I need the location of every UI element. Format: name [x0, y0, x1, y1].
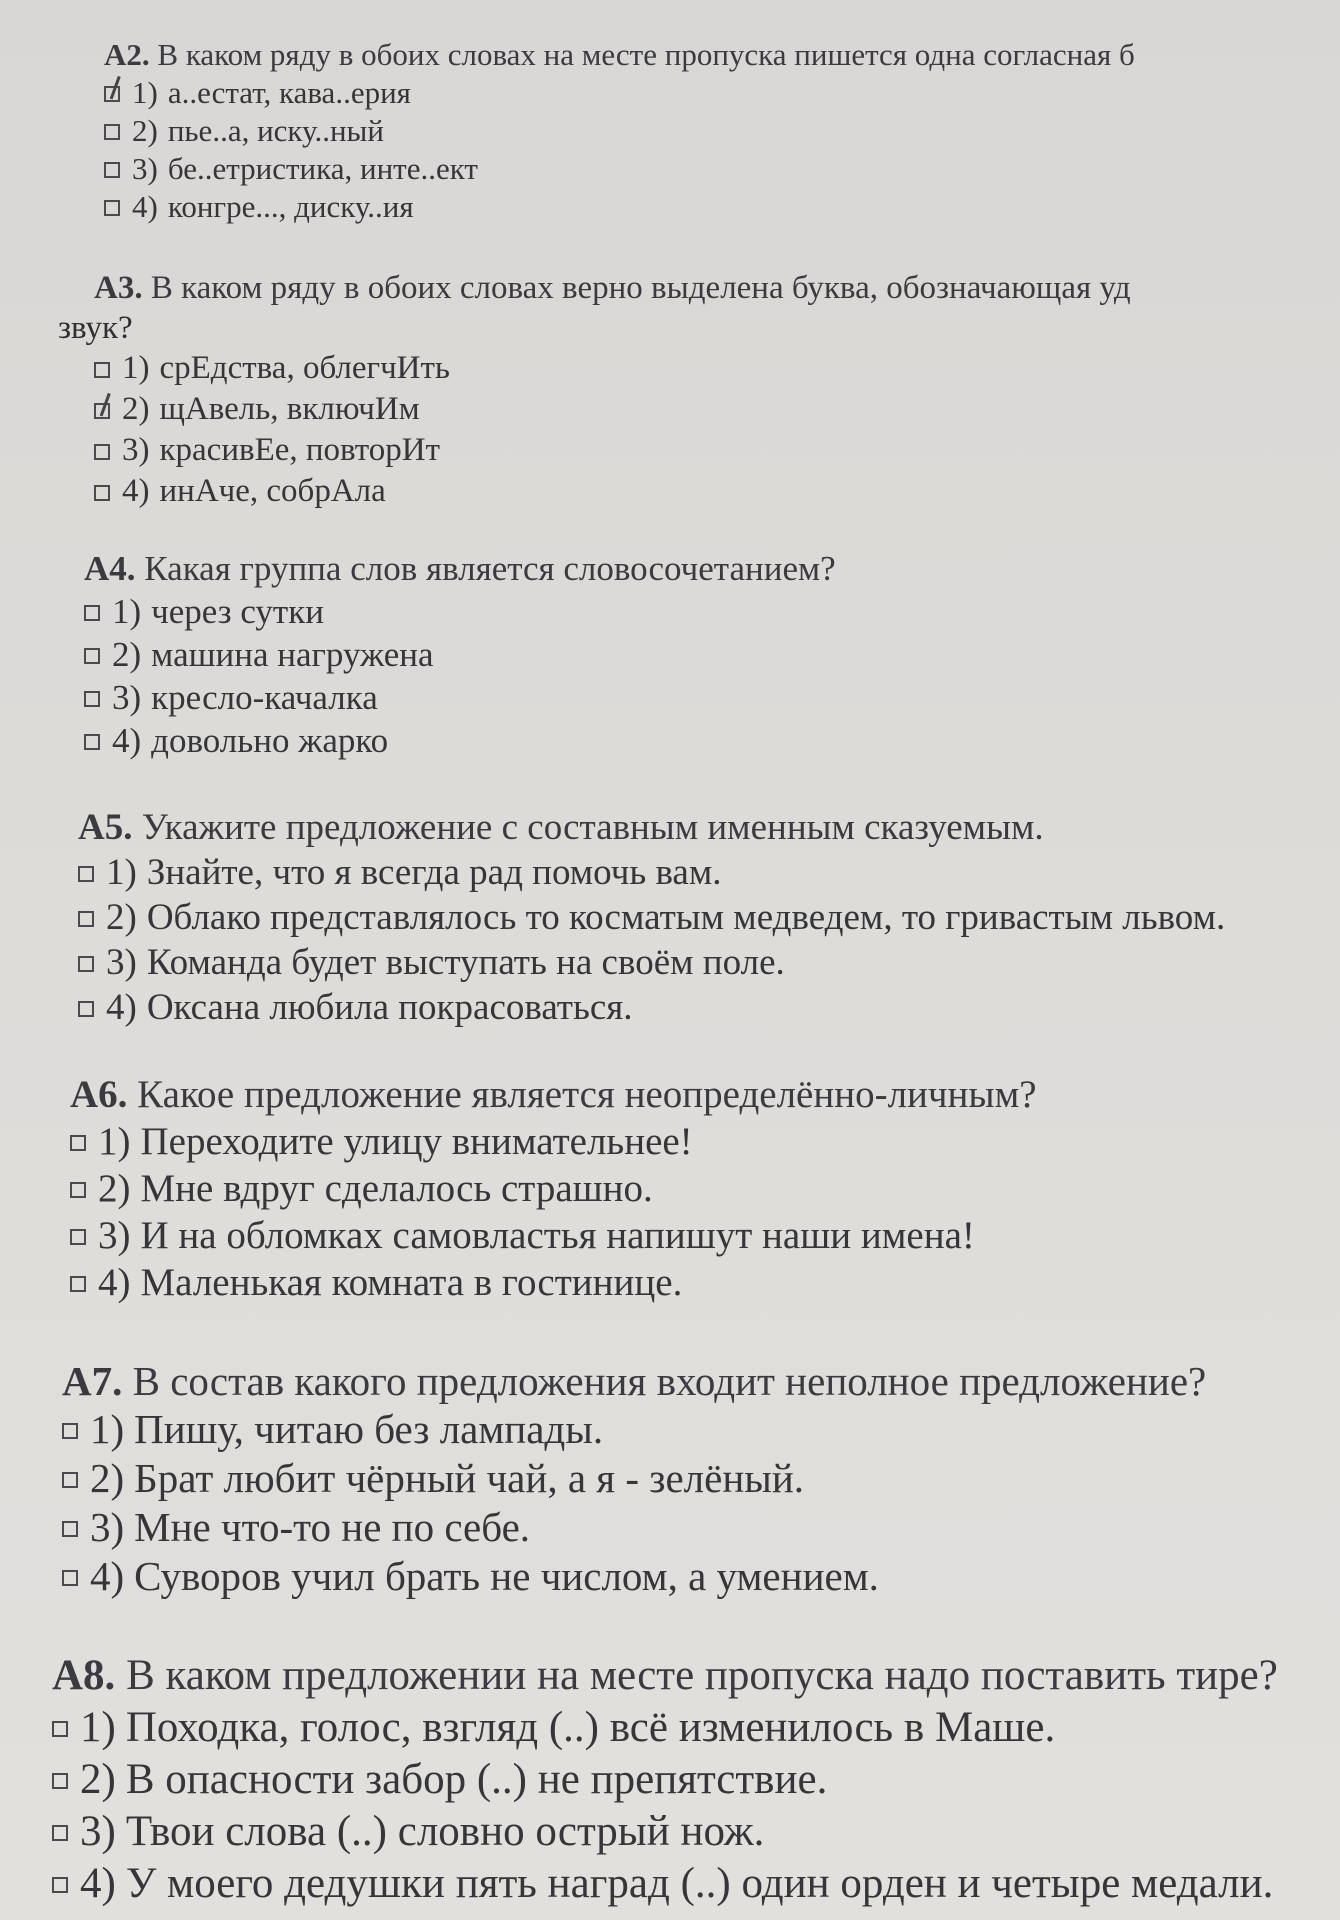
checkbox-icon[interactable] — [52, 1773, 68, 1789]
option-text: инАче, собрАла — [159, 473, 386, 509]
option-number: 2) — [80, 1756, 116, 1803]
options-list — [0, 590, 1340, 762]
options-list — [0, 1118, 1340, 1306]
option-number: 2) — [106, 897, 137, 938]
question-number: A2. — [104, 37, 150, 72]
checkbox-icon[interactable] — [78, 911, 94, 927]
checkbox-icon[interactable] — [104, 200, 120, 216]
option-text: конгре..., диску..ия — [167, 189, 414, 224]
checkbox-icon[interactable] — [78, 866, 94, 882]
checkbox-icon[interactable] — [94, 444, 110, 460]
option-3[interactable] — [0, 1806, 1340, 1858]
question-text: В каком ряду в обоих словах верно выделена буква, обозначающая уд — [150, 270, 1131, 306]
option-number: 4) — [132, 189, 158, 224]
option-text: срЕдства, облегчИть — [159, 350, 450, 386]
option-number: 4) — [112, 721, 142, 760]
option-text: Суворов учил брать не числом, а умением. — [134, 1553, 879, 1599]
options-list — [0, 1405, 1340, 1601]
option-1[interactable] — [0, 1405, 1340, 1454]
question-a8 — [0, 1650, 1340, 1910]
option-text: красивЕе, повторИт — [159, 432, 441, 468]
option-number: 4) — [122, 473, 150, 509]
question-text-continuation: звук? — [58, 310, 133, 346]
option-3[interactable] — [0, 1503, 1340, 1552]
option-text: бе..етристика, инте..ект — [167, 151, 478, 186]
question-text: В состав какого предложения входит неполное предложение? — [132, 1358, 1207, 1404]
option-number: 4) — [80, 1860, 116, 1907]
option-number: 4) — [106, 987, 137, 1028]
option-number: 2) — [122, 391, 150, 427]
option-number: 3) — [106, 942, 137, 983]
option-1[interactable] — [0, 74, 1340, 112]
option-number: 2) — [98, 1167, 131, 1210]
option-2[interactable] — [0, 389, 1340, 430]
option-text: машина нагружена — [151, 635, 434, 674]
checkbox-icon[interactable] — [94, 485, 110, 501]
option-3[interactable] — [0, 430, 1340, 471]
option-1[interactable] — [0, 1118, 1340, 1165]
options-list — [0, 74, 1340, 226]
checkbox-icon[interactable] — [84, 734, 100, 750]
option-number: 3) — [98, 1214, 131, 1257]
checked-checkbox-icon[interactable] — [104, 86, 120, 102]
option-2[interactable] — [0, 633, 1340, 676]
option-text: Брат любит чёрный чай, а я - зелёный. — [134, 1455, 805, 1501]
question-a5 — [0, 806, 1340, 1030]
checkbox-icon[interactable] — [52, 1825, 68, 1841]
checkbox-icon[interactable] — [70, 1276, 86, 1292]
option-number: 3) — [80, 1808, 116, 1855]
option-text: кресло-качалка — [151, 678, 378, 717]
checkbox-icon[interactable] — [70, 1182, 86, 1198]
question-text: В каком предложении на месте пропуска надо поставить тире? — [126, 1652, 1278, 1699]
option-4[interactable] — [0, 1259, 1340, 1306]
option-number: 3) — [112, 678, 142, 717]
checkbox-icon[interactable] — [84, 605, 100, 621]
option-text: Облако представлялось то косматым медведем, то гривастым львом. — [146, 897, 1226, 938]
option-text: Знайте, что я всегда рад помочь вам. — [146, 852, 722, 893]
option-number: 1) — [90, 1406, 125, 1452]
option-text: щАвель, включИм — [159, 391, 420, 427]
option-4[interactable] — [0, 471, 1340, 512]
option-text: Походка, голос, взгляд (..) всё изменилось в Маше. — [125, 1704, 1056, 1751]
option-number: 3) — [132, 151, 158, 186]
option-number: 1) — [80, 1704, 116, 1751]
question-text: Какая группа слов является словосочетанием? — [144, 549, 836, 588]
option-number: 2) — [132, 113, 158, 148]
option-number: 1) — [132, 75, 158, 110]
option-text: Мне вдруг сделалось страшно. — [140, 1167, 653, 1210]
option-text: Мне что-то не по себе. — [134, 1504, 531, 1550]
option-text: В опасности забор (..) не препятствие. — [125, 1756, 828, 1803]
question-a6 — [0, 1072, 1340, 1306]
checkbox-icon[interactable] — [70, 1229, 86, 1245]
checkbox-icon[interactable] — [104, 124, 120, 140]
option-number: 4) — [90, 1553, 125, 1599]
option-2[interactable] — [0, 1754, 1340, 1806]
option-2[interactable] — [0, 112, 1340, 150]
checkbox-icon[interactable] — [84, 648, 100, 664]
question-number: A6. — [70, 1073, 128, 1116]
question-a4 — [0, 548, 1340, 762]
option-1[interactable] — [0, 1702, 1340, 1754]
question-number: A5. — [78, 807, 133, 848]
option-4[interactable] — [0, 188, 1340, 226]
question-title — [0, 806, 1340, 850]
option-3[interactable] — [0, 1212, 1340, 1259]
option-text: пье..а, иску..ный — [167, 113, 384, 148]
option-4[interactable] — [0, 1552, 1340, 1601]
question-title — [0, 548, 1340, 590]
option-4[interactable] — [0, 1858, 1340, 1910]
option-4[interactable] — [0, 985, 1340, 1030]
option-2[interactable] — [0, 1454, 1340, 1503]
checkbox-icon[interactable] — [62, 1570, 78, 1586]
checkbox-icon[interactable] — [52, 1721, 68, 1737]
question-text: В каком ряду в обоих словах на месте пропуска пишется одна согласная б — [157, 37, 1135, 72]
question-a3 — [0, 268, 1340, 512]
option-text: а..естат, кава..ерия — [167, 75, 411, 110]
question-title — [0, 1650, 1340, 1702]
option-number: 3) — [90, 1504, 125, 1550]
option-text: Пишу, читаю без лампады. — [134, 1406, 604, 1452]
question-number: A8. — [52, 1652, 116, 1699]
option-3[interactable] — [0, 150, 1340, 188]
options-list — [0, 850, 1340, 1030]
option-text: И на обломках самовластья напишут наши имена! — [140, 1214, 975, 1257]
option-text: Маленькая комната в гостинице. — [140, 1261, 683, 1304]
question-text: Какое предложение является неопределённо-личным? — [137, 1073, 1037, 1116]
question-number: A4. — [84, 549, 136, 588]
option-text: через сутки — [151, 592, 324, 631]
option-text: довольно жарко — [151, 721, 389, 760]
option-number: 1) — [98, 1120, 131, 1163]
question-text: Укажите предложение с составным именным сказуемым. — [141, 807, 1044, 848]
option-number: 3) — [122, 432, 150, 468]
option-3[interactable] — [0, 676, 1340, 719]
option-number: 1) — [112, 592, 142, 631]
options-list — [0, 1702, 1340, 1910]
option-1[interactable] — [0, 348, 1340, 389]
checkbox-icon[interactable] — [94, 362, 110, 378]
option-text: Переходите улицу внимательнее! — [140, 1120, 693, 1163]
option-number: 2) — [90, 1455, 125, 1501]
question-number: A3. — [94, 270, 143, 306]
option-1[interactable] — [0, 850, 1340, 895]
question-number: A7. — [62, 1358, 123, 1404]
option-number: 1) — [106, 852, 137, 893]
option-2[interactable] — [0, 895, 1340, 940]
option-text: Твои слова (..) словно острый нож. — [125, 1808, 765, 1855]
question-a2 — [0, 36, 1340, 226]
checked-checkbox-icon[interactable] — [94, 403, 110, 419]
option-text: Оксана любила покрасоваться. — [146, 987, 633, 1028]
option-number: 4) — [98, 1261, 131, 1304]
option-4[interactable] — [0, 719, 1340, 762]
checkbox-icon[interactable] — [78, 956, 94, 972]
option-1[interactable] — [0, 590, 1340, 633]
option-number: 2) — [112, 635, 142, 674]
question-title — [0, 36, 1340, 74]
checkbox-icon[interactable] — [62, 1521, 78, 1537]
options-list — [0, 348, 1340, 512]
option-text: Команда будет выступать на своём поле. — [146, 942, 785, 983]
checkbox-icon[interactable] — [84, 691, 100, 707]
question-title — [0, 1072, 1340, 1118]
checkbox-icon[interactable] — [70, 1135, 86, 1151]
option-text: У моего дедушки пять наград (..) один орден и четыре медали. — [125, 1860, 1274, 1907]
checkbox-icon[interactable] — [62, 1423, 78, 1439]
option-2[interactable] — [0, 1165, 1340, 1212]
option-3[interactable] — [0, 940, 1340, 985]
checkbox-icon[interactable] — [62, 1472, 78, 1488]
option-number: 1) — [122, 350, 150, 386]
question-title — [0, 1357, 1340, 1405]
checkbox-icon[interactable] — [52, 1877, 68, 1893]
checkbox-icon[interactable] — [78, 1001, 94, 1017]
checkbox-icon[interactable] — [104, 162, 120, 178]
question-title — [0, 268, 1340, 308]
question-a7 — [0, 1357, 1340, 1601]
